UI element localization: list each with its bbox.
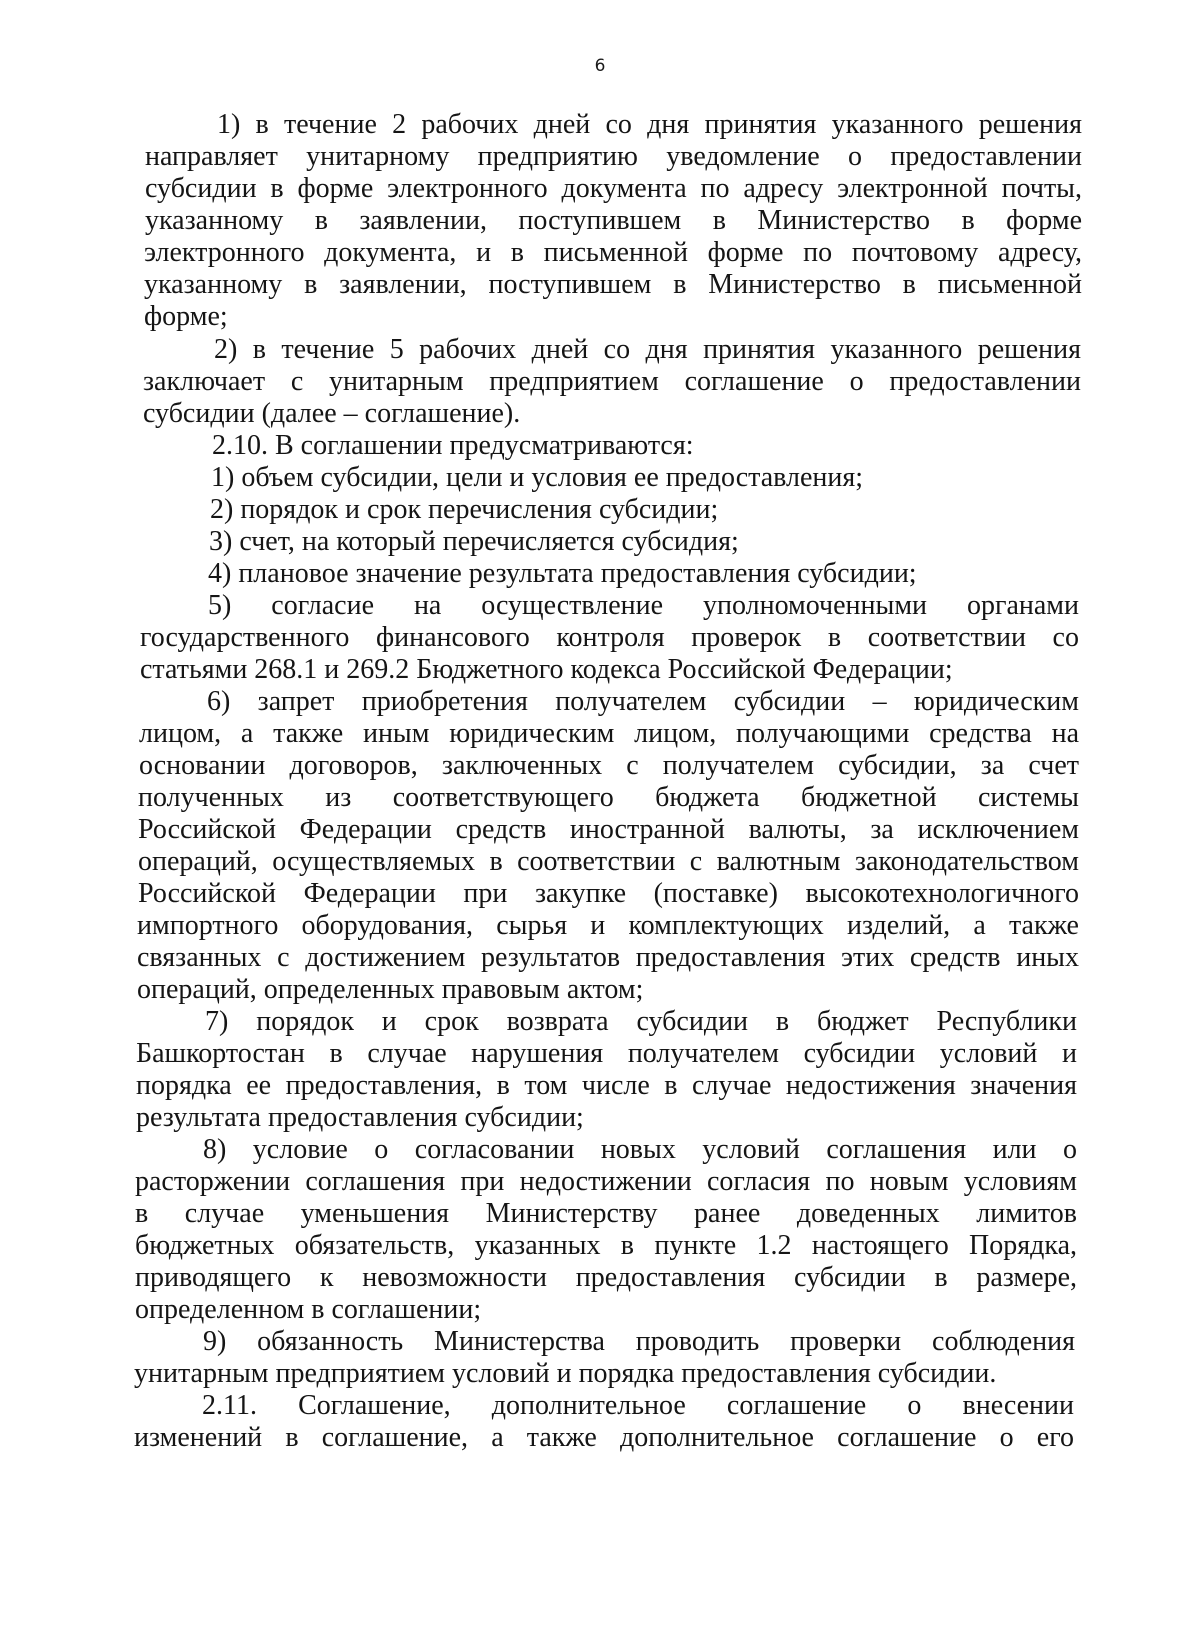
text-line: операций, осуществляемых в соответствии с валютным законодательством [138, 846, 1079, 877]
text-line: определенном в соглашении; [135, 1294, 482, 1325]
text-line: направляет унитарному предприятию уведомление о предоставлении [145, 141, 1082, 172]
text-line: указанному в заявлении, поступившем в Министерство в письменной [144, 269, 1082, 300]
text-line: указанному в заявлении, поступившем в Министерство в форме [145, 205, 1082, 236]
text-line: 9) обязанность Министерства проводить проверки соблюдения [203, 1326, 1075, 1357]
text-line: изменений в соглашение, а также дополнительное соглашение о его [134, 1422, 1074, 1453]
text-line: субсидии (далее – соглашение). [143, 398, 521, 429]
text-line: 7) порядок и срок возврата субсидии в бюджет Республики [205, 1006, 1077, 1037]
text-line: основании договоров, заключенных с получателем субсидии, за счет [139, 750, 1079, 781]
text-line: форме; [144, 301, 228, 332]
text-line: унитарным предприятием условий и порядка предоставления субсидии. [134, 1358, 997, 1389]
text-line: приводящего к невозможности предоставления субсидии в размере, [135, 1262, 1077, 1293]
text-line: полученных из соответствующего бюджета бюджетной системы [138, 782, 1079, 813]
text-line: порядка ее предоставления, в том числе в случае недостижения значения [136, 1070, 1077, 1101]
text-line: государственного финансового контроля проверок в соответствии со [140, 622, 1079, 653]
text-line: 6) запрет приобретения получателем субсидии – юридическим [207, 686, 1079, 717]
text-line: результата предоставления субсидии; [136, 1102, 584, 1133]
text-line: операций, определенных правовым актом; [137, 974, 644, 1005]
text-line: электронного документа, и в письменной форме по почтовому адресу, [144, 237, 1082, 268]
text-line: Башкортостан в случае нарушения получателем субсидии условий и [136, 1038, 1077, 1069]
text-line: 1) в течение 2 рабочих дней со дня принятия указанного решения [217, 109, 1082, 140]
text-line: расторжении соглашения при недостижении согласия по новым условиям [135, 1166, 1077, 1197]
text-line: связанных с достижением результатов предоставления этих средств иных [137, 942, 1079, 973]
text-line: бюджетных обязательств, указанных в пункте 1.2 настоящего Порядка, [135, 1230, 1077, 1261]
text-line: в случае уменьшения Министерству ранее доведенных лимитов [135, 1198, 1077, 1229]
text-line: 8) условие о согласовании новых условий соглашения или о [203, 1134, 1077, 1165]
text-line: статьями 268.1 и 269.2 Бюджетного кодекса Российской Федерации; [140, 654, 953, 685]
text-line: Российской Федерации при закупке (поставке) высокотехнологичного [138, 878, 1079, 909]
page-number: 6 [594, 56, 606, 76]
text-line: заключает с унитарным предприятием соглашение о предоставлении [143, 366, 1081, 397]
text-line: 2) в течение 5 рабочих дней со дня принятия указанного решения [214, 334, 1081, 365]
text-line: 4) плановое значение результата предоставления субсидии; [208, 558, 917, 589]
text-line: 5) согласие на осуществление уполномоченными органами [208, 590, 1079, 621]
text-line: 1) объем субсидии, цели и условия ее предоставления; [211, 462, 864, 493]
text-line: 3) счет, на который перечисляется субсидия; [209, 526, 739, 557]
text-line: 2) порядок и срок перечисления субсидии; [210, 494, 719, 525]
text-line: субсидии в форме электронного документа по адресу электронной почты, [145, 173, 1082, 204]
text-line: лицом, а также иным юридическим лицом, получающими средства на [139, 718, 1079, 749]
text-line: импортного оборудования, сырья и комплектующих изделий, а также [137, 910, 1079, 941]
text-line: 2.11. Соглашение, дополнительное соглашение о внесении [202, 1390, 1074, 1421]
text-line: 2.10. В соглашении предусматриваются: [212, 430, 694, 461]
text-line: Российской Федерации средств иностранной валюты, за исключением [138, 814, 1079, 845]
